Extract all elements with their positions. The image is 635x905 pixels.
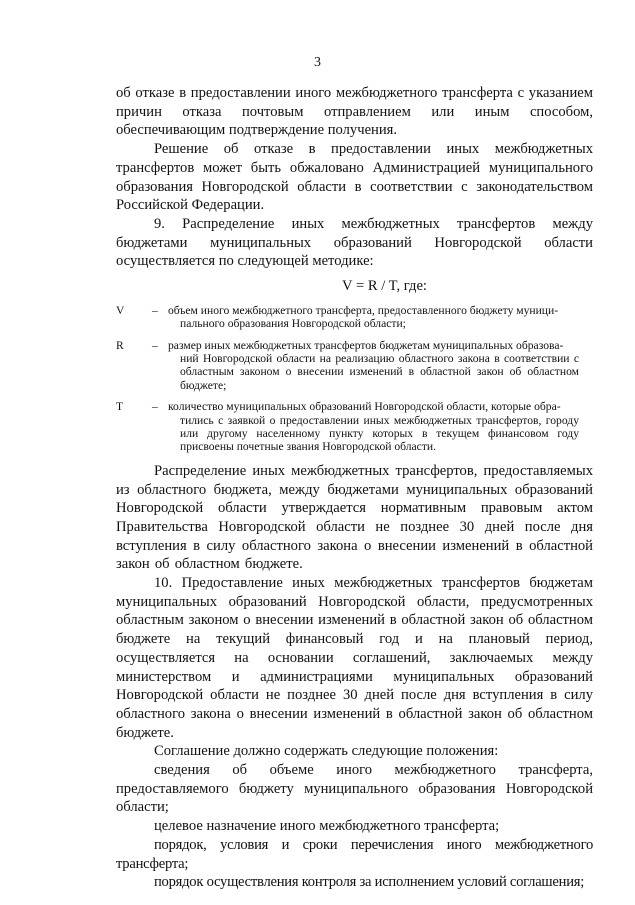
legend-dash: –	[152, 338, 158, 352]
legend-row-v	[116, 304, 593, 331]
legend-variable: R	[116, 338, 124, 352]
legend-description-continuation: тились с заявкой о предоставлении иных межбюджетных трансфертов, городу или другому населенному пункту которых в текущем финансовом году присвоены почетные звания Новгородской области.	[180, 413, 579, 454]
legend-description-first-line: количество муниципальных образований Новгородской области, которые обра-	[168, 400, 561, 414]
page-number: 3	[314, 55, 321, 70]
paragraph-agreement-intro: Соглашение должно содержать следующие положения:	[154, 743, 499, 760]
paragraph-agreement-item: порядок осуществления контроля за исполнением условий соглашения;	[154, 874, 585, 891]
legend-dash: –	[152, 303, 158, 317]
legend-variable: T	[116, 400, 124, 414]
legend-description-continuation: ний Новгородской области на реализацию областного закона в соответствии с областным законом о внесении изменений в областной закон об областном бюджете;	[180, 351, 579, 392]
paragraph-agreement-item: порядок, условия и сроки перечисления иного межбюджетного трансферта;	[116, 836, 593, 872]
legend-description-first-line: размер иных межбюджетных трансфертов бюджетам муниципальных образова-	[168, 338, 564, 352]
legend-description-first-line: объем иного межбюджетного трансферта, предоставленного бюджету муници-	[168, 303, 559, 317]
legend-dash: –	[152, 400, 158, 414]
paragraph-agreement-item: целевое назначение иного межбюджетного трансферта;	[154, 818, 500, 835]
paragraph-appeal: Решение об отказе в предоставлении иных межбюджетных трансфертов может быть обжаловано Администрацией муниципального образования Новгородской области в соответствии с законодательством Российской Федерации.	[116, 141, 593, 214]
legend-description	[168, 339, 593, 393]
legend-description	[168, 304, 593, 331]
legend-description-continuation: пального образования Новгородской области;	[180, 317, 406, 331]
legend-row-r	[116, 339, 593, 393]
legend-row-t	[116, 400, 593, 454]
document-body	[116, 84, 593, 892]
formula: V = R / T, где:	[342, 278, 427, 295]
paragraph-agreement-item: сведения об объеме иного межбюджетного трансферта, предоставляемого бюджету муниципального образования Новгородской области;	[116, 762, 593, 816]
paragraph-refusal-notice: об отказе в предоставлении иного межбюджетного трансферта с указанием причин отказа почтовым отправлением или иным способом, обеспечивающим подтверждение получения.	[116, 85, 593, 139]
legend-description	[168, 400, 593, 454]
paragraph-section-10: 10. Предоставление иных межбюджетных трансфертов бюджетам муниципальных образований Новгородской области, предусмотренных областным законом о внесении изменений в областной закон об областном бюджете на текущий финансовый год и на плановый период, осуществляется на основании соглашений, заключаемых между министерством и администрациями муниципальных образований Новгородской области не позднее 30 дней после дня вступления в силу областного закона о внесении изменений в областной закон об областном бюджете.	[116, 575, 593, 741]
legend-variable: V	[116, 303, 125, 317]
paragraph-distribution-approval: Распределение иных межбюджетных трансфертов, предоставляемых из областного бюджета, между бюджетами муниципальных образований Новгородской области утверждается нормативным правовым актом Правительства Новгородской области не позднее 30 дней после дня вступления в силу областного закона о внесении изменений в областной закон об областном бюджете.	[116, 462, 593, 573]
paragraph-section-9: 9. Распределение иных межбюджетных трансфертов между бюджетами муниципальных образований Новгородской области осуществляется по следующей методике:	[116, 215, 593, 270]
formula-legend	[116, 304, 593, 454]
